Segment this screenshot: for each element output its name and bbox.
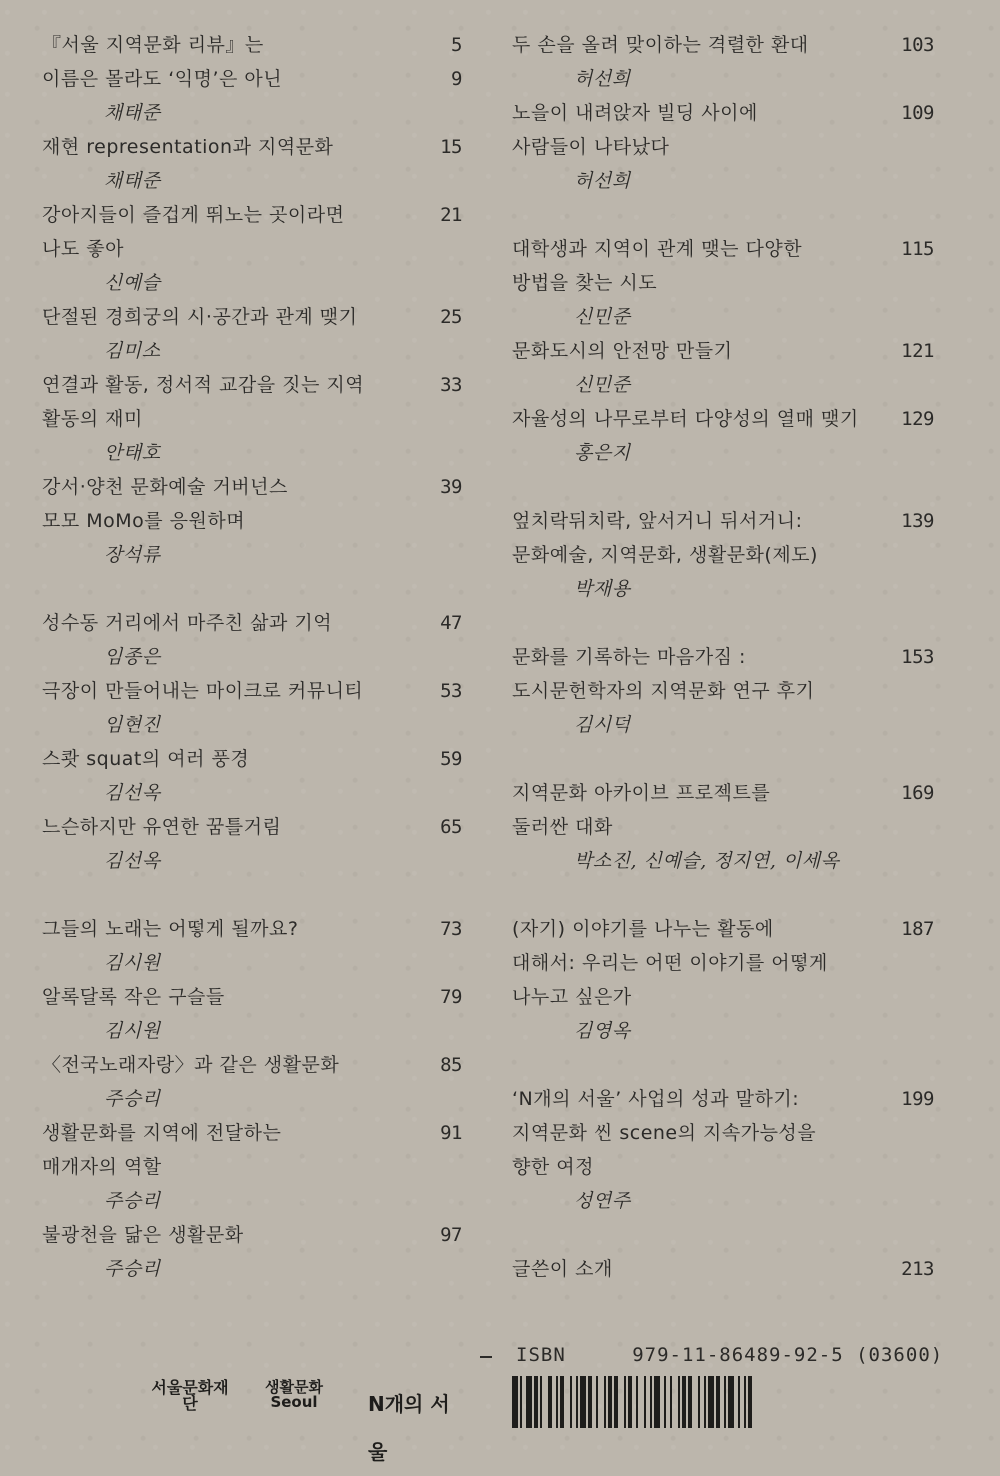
section-gap	[512, 742, 934, 776]
entry-author: 임종은	[104, 646, 161, 668]
entry-title-line: 재현 representation과 지역문화	[42, 136, 334, 158]
entry-title-line: 활동의 재미	[42, 408, 143, 430]
entry-page-number: 9	[451, 68, 462, 90]
entry-page-number: 213	[901, 1258, 934, 1280]
barcode-bar	[704, 1376, 706, 1428]
entry-author: 주승리	[104, 1190, 161, 1212]
entry-title-line: ‘N개의 서울’ 사업의 성과 말하기:	[512, 1088, 800, 1110]
logo-seoul-foundation: 서울문화재단	[151, 1378, 229, 1413]
entry-title-line: 그들의 노래는 어떻게 될까요?	[42, 918, 299, 940]
barcode-bar	[570, 1376, 572, 1428]
entry-title-line: 단절된 경희궁의 시·공간과 관계 맺기	[42, 306, 358, 328]
toc-entry[interactable]	[42, 470, 462, 572]
barcode-bar	[580, 1376, 586, 1428]
isbn-label: ISBN	[516, 1344, 566, 1366]
barcode-bar	[604, 1376, 606, 1428]
entry-page-number: 153	[901, 646, 934, 668]
entry-title-line: 대해서: 우리는 어떤 이야기를 어떻게	[512, 952, 828, 974]
toc-entry[interactable]	[42, 742, 462, 810]
entry-title-line: 이름은 몰라도 ‘익명’은 아닌	[42, 68, 283, 90]
entry-title-line: 나도 좋아	[42, 238, 124, 260]
entry-author: 허선희	[574, 68, 631, 90]
entry-page-number: 103	[901, 34, 934, 56]
entry-author: 채태준	[104, 170, 161, 192]
entry-page-number: 121	[901, 340, 934, 362]
entry-title-line: 나누고 싶은가	[512, 986, 632, 1008]
toc-entry[interactable]	[512, 334, 934, 402]
toc-left-column	[42, 28, 462, 1286]
barcode-bar	[682, 1376, 686, 1428]
section-gap	[42, 572, 462, 606]
entry-title-line: 엎치락뒤치락, 앞서거니 뒤서거니:	[512, 510, 803, 532]
section-gap	[512, 198, 934, 232]
toc-entry[interactable]	[42, 198, 462, 300]
entry-page-number: 79	[440, 986, 462, 1008]
entry-title-line: 도시문헌학자의 지역문화 연구 후기	[512, 680, 815, 702]
toc-entry[interactable]	[512, 504, 934, 606]
entry-author: 신예슬	[104, 272, 161, 294]
entry-title-line: 스쾃 squat의 여러 풍경	[42, 748, 250, 770]
barcode-bar	[608, 1376, 612, 1428]
entry-author: 박재용	[574, 578, 631, 600]
toc-entry[interactable]	[42, 62, 462, 130]
entry-title-line: 향한 여정	[512, 1156, 594, 1178]
toc-entry[interactable]	[42, 674, 462, 742]
toc-entry[interactable]	[42, 606, 462, 674]
toc-entry[interactable]	[512, 96, 934, 198]
entry-title-line: 성수동 거리에서 마주친 삶과 기억	[42, 612, 333, 634]
entry-title-line: 글쓴이 소개	[512, 1258, 613, 1280]
entry-author: 김선옥	[104, 782, 161, 804]
entry-page-number: 187	[901, 918, 934, 940]
entry-page-number: 115	[901, 238, 934, 260]
barcode-bar	[560, 1376, 564, 1428]
barcode-bar	[670, 1376, 672, 1428]
barcode-bar	[724, 1376, 726, 1428]
entry-page-number: 85	[440, 1054, 462, 1076]
entry-title-line: 방법을 찾는 시도	[512, 272, 658, 294]
entry-author: 주승리	[104, 1258, 161, 1280]
entry-author: 허선희	[574, 170, 631, 192]
toc-entry[interactable]	[42, 1048, 462, 1116]
logo-saenghwal-seoul: 생활문화 Seoul	[265, 1378, 323, 1411]
entry-title-line: 자율성의 나무로부터 다양성의 열매 맺기	[512, 408, 859, 430]
barcode-bar	[534, 1376, 538, 1428]
entry-page-number: 21	[440, 204, 462, 226]
entry-author: 성연주	[574, 1190, 631, 1212]
entry-author: 김시원	[104, 1020, 161, 1042]
entry-author: 신민준	[574, 374, 631, 396]
barcode-bar	[548, 1376, 552, 1428]
barcode-bar	[512, 1376, 518, 1428]
toc-entry[interactable]	[512, 1252, 934, 1286]
entry-author: 안태호	[104, 442, 161, 464]
entry-author: 박소진, 신예슬, 정지연, 이세옥	[574, 850, 840, 872]
entry-title-line: 문화도시의 안전망 만들기	[512, 340, 733, 362]
entry-title-line: 느슨하지만 유연한 꿈틀거림	[42, 816, 282, 838]
entry-page-number: 109	[901, 102, 934, 124]
entry-title-line: 『서울 지역문화 리뷰』는	[42, 34, 264, 56]
barcode-bar	[614, 1376, 618, 1428]
entry-title-line: 노을이 내려앉자 빌딩 사이에	[512, 102, 758, 124]
barcode-bar	[576, 1376, 578, 1428]
isbn-number: 979-11-86489-92-5 (03600)	[632, 1344, 944, 1366]
entry-page-number: 73	[440, 918, 462, 940]
toc-right-column	[512, 28, 934, 1286]
toc-entry[interactable]	[42, 368, 462, 470]
barcode-bar	[748, 1376, 752, 1428]
entry-author: 임현진	[104, 714, 161, 736]
toc-entry[interactable]	[42, 980, 462, 1048]
toc-entry[interactable]	[42, 810, 462, 878]
entry-page-number: 139	[901, 510, 934, 532]
barcode-bar	[644, 1376, 646, 1428]
barcode-bar	[556, 1376, 558, 1428]
toc-entry[interactable]	[512, 640, 934, 742]
entry-title-line: 연결과 활동, 정서적 교감을 짓는 지역	[42, 374, 365, 396]
barcode-bar	[664, 1376, 666, 1428]
entry-title-line: 대학생과 지역이 관계 맺는 다양한	[512, 238, 803, 260]
toc-entry[interactable]	[512, 776, 934, 878]
barcode-bar	[688, 1376, 692, 1428]
barcode-bar	[678, 1376, 680, 1428]
toc-entry[interactable]	[512, 28, 934, 96]
entry-page-number: 25	[440, 306, 462, 328]
entry-title-line: 알록달록 작은 구슬들	[42, 986, 225, 1008]
entry-page-number: 91	[440, 1122, 462, 1144]
entry-title-line: 지역문화 아카이브 프로젝트를	[512, 782, 771, 804]
section-gap	[512, 878, 934, 912]
barcode-bar	[708, 1376, 714, 1428]
entry-page-number: 5	[451, 34, 462, 56]
entry-author: 김선옥	[104, 850, 161, 872]
entry-author: 김시원	[104, 952, 161, 974]
entry-author: 채태준	[104, 102, 161, 124]
toc-entry[interactable]	[512, 232, 934, 334]
entry-title-line: 두 손을 올려 맞이하는 격렬한 환대	[512, 34, 809, 56]
entry-author: 김미소	[104, 340, 161, 362]
barcode-bar	[728, 1376, 734, 1428]
barcode-bar	[738, 1376, 740, 1428]
entry-title-line: 불광천을 닮은 생활문화	[42, 1224, 244, 1246]
toc-entry[interactable]	[42, 1218, 462, 1286]
entry-page-number: 129	[901, 408, 934, 430]
barcode-bar	[744, 1376, 746, 1428]
entry-page-number: 97	[440, 1224, 462, 1246]
entry-author: 신민준	[574, 306, 631, 328]
barcode-bar	[588, 1376, 592, 1428]
entry-page-number: 33	[440, 374, 462, 396]
barcode-bar	[628, 1376, 632, 1428]
barcode-bar	[636, 1376, 638, 1428]
toc-entry[interactable]	[512, 912, 934, 1048]
entry-page-number: 59	[440, 748, 462, 770]
barcode-bar	[540, 1376, 542, 1428]
entry-author: 김영옥	[574, 1020, 631, 1042]
toc-entry[interactable]	[512, 1082, 934, 1218]
entry-author: 홍은지	[574, 442, 631, 464]
entry-page-number: 15	[440, 136, 462, 158]
barcode-bar	[650, 1376, 652, 1428]
toc-entry[interactable]	[42, 300, 462, 368]
entry-page-number: 169	[901, 782, 934, 804]
section-gap	[42, 878, 462, 912]
barcode-bar	[624, 1376, 626, 1428]
entry-page-number: 53	[440, 680, 462, 702]
toc-entry[interactable]	[42, 130, 462, 198]
sponsor-logos	[150, 1378, 480, 1464]
toc-entry[interactable]	[42, 28, 462, 62]
entry-title-line: 매개자의 역할	[42, 1156, 162, 1178]
entry-page-number: 65	[440, 816, 462, 838]
section-gap	[512, 1218, 934, 1252]
entry-title-line: 극장이 만들어내는 마이크로 커뮤니티	[42, 680, 364, 702]
entry-title-line: 지역문화 씬 scene의 지속가능성을	[512, 1122, 817, 1144]
entry-title-line: 강서·양천 문화예술 거버넌스	[42, 476, 288, 498]
entry-page-number: 39	[440, 476, 462, 498]
toc-entry[interactable]	[42, 912, 462, 980]
barcode-bar	[716, 1376, 720, 1428]
logo-n-seoul: N개의 서울	[368, 1392, 450, 1464]
entry-author: 장석류	[104, 544, 161, 566]
entry-title-line: 문화를 기록하는 마음가짐 :	[512, 646, 746, 668]
entry-title-line: 강아지들이 즐겁게 뛰노는 곳이라면	[42, 204, 345, 226]
barcode-bar	[520, 1376, 522, 1428]
section-gap	[512, 606, 934, 640]
section-gap	[512, 1048, 934, 1082]
entry-title-line: 생활문화를 지역에 전달하는	[42, 1122, 282, 1144]
barcode-bar	[526, 1376, 532, 1428]
barcode	[512, 1376, 932, 1428]
entry-author: 김시덕	[574, 714, 631, 736]
barcode-bar	[654, 1376, 660, 1428]
entry-title-line: 사람들이 나타났다	[512, 136, 670, 158]
section-gap	[512, 470, 934, 504]
barcode-bar	[596, 1376, 598, 1428]
entry-title-line: 모모 MoMo를 응원하며	[42, 510, 246, 532]
entry-title-line: 둘러싼 대화	[512, 816, 613, 838]
toc-entry[interactable]	[512, 402, 934, 470]
entry-title-line: 문화예술, 지역문화, 생활문화(제도)	[512, 544, 818, 566]
barcode-bar	[698, 1376, 700, 1428]
entry-title-line: 〈전국노래자랑〉과 같은 생활문화	[42, 1054, 340, 1076]
entry-title-line: (자기) 이야기를 나누는 활동에	[512, 918, 774, 940]
isbn-line	[484, 1344, 943, 1366]
entry-page-number: 47	[440, 612, 462, 634]
toc-entry[interactable]	[42, 1116, 462, 1218]
entry-page-number: 199	[901, 1088, 934, 1110]
entry-author: 주승리	[104, 1088, 161, 1110]
